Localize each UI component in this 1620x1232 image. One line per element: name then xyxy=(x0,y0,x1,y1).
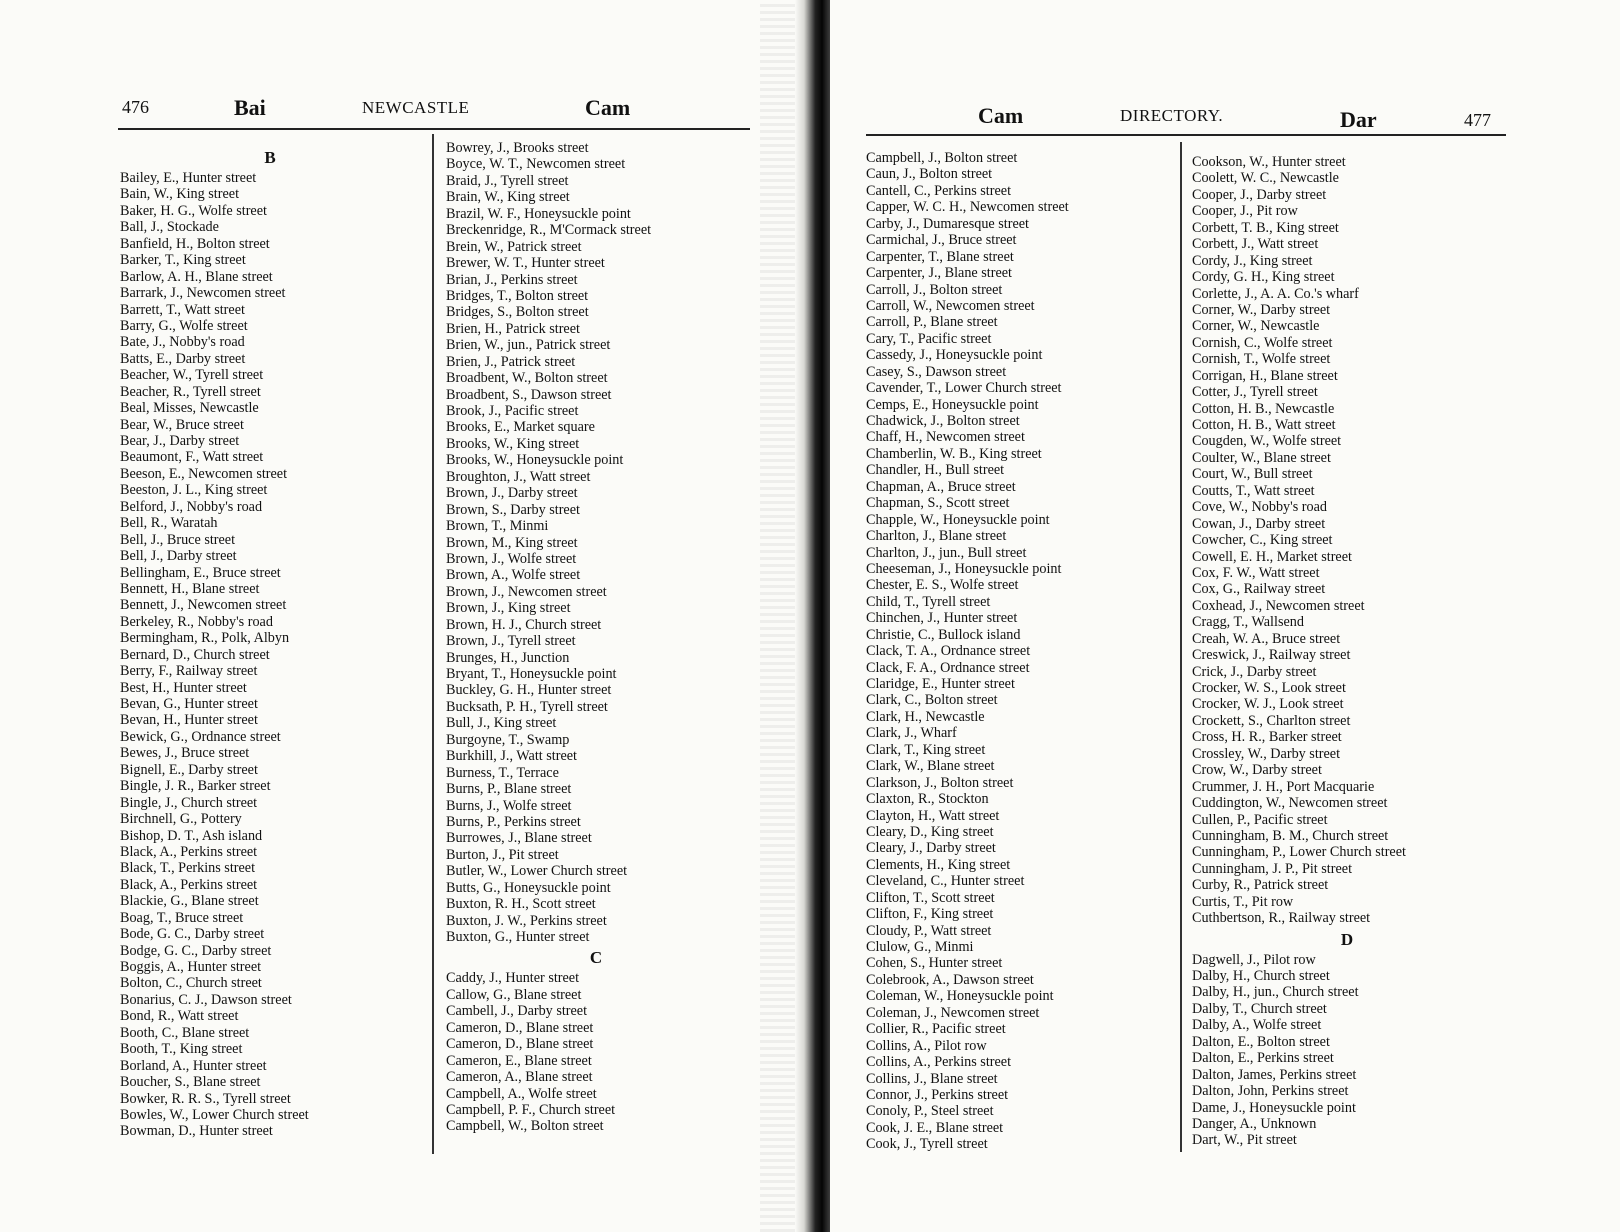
directory-entry: Clark, T., King street xyxy=(866,741,986,758)
directory-entry: Curby, R., Patrick street xyxy=(1192,877,1329,894)
column-divider xyxy=(432,134,434,1154)
directory-entry: Beacher, R., Tyrell street xyxy=(120,383,261,400)
directory-entry: Ball, J., Stockade xyxy=(120,219,219,236)
running-head: DIRECTORY. xyxy=(1120,106,1224,125)
directory-entry: Butts, G., Honeysuckle point xyxy=(446,879,611,896)
directory-entry: Cooper, J., Darby street xyxy=(1192,186,1327,203)
directory-entry: Cowcher, C., King street xyxy=(1192,532,1333,549)
directory-entry: Bennett, H., Blane street xyxy=(120,580,260,597)
directory-entry: Brown, J., King street xyxy=(446,600,571,617)
directory-entry: Beeston, J. L., King street xyxy=(120,482,268,499)
directory-entry: Carpenter, J., Blane street xyxy=(866,265,1012,282)
directory-entry: Beeson, E., Newcomen street xyxy=(120,465,288,482)
directory-entry: Clark, J., Wharf xyxy=(866,725,957,742)
directory-entry: Brown, J., Darby street xyxy=(446,485,578,502)
directory-entry: Chapman, A., Bruce street xyxy=(866,478,1016,495)
directory-entry: Brewer, W. T., Hunter street xyxy=(446,255,605,272)
directory-entry: Bevan, G., Hunter street xyxy=(120,696,258,712)
directory-entry: Dalby, A., Wolfe street xyxy=(1192,1017,1322,1034)
directory-entry: Cook, J. E., Blane street xyxy=(866,1119,1004,1136)
directory-entry: Bowrey, J., Brooks street xyxy=(446,140,589,156)
directory-entry: Barlow, A. H., Blane street xyxy=(120,268,273,285)
directory-entry: Cornish, C., Wolfe street xyxy=(1192,334,1333,351)
directory-entry: Bell, J., Bruce street xyxy=(120,531,236,548)
directory-entry: Cornish, T., Wolfe street xyxy=(1192,351,1331,368)
directory-entry: Barrett, T., Watt street xyxy=(120,301,245,318)
directory-entry: Cheeseman, J., Honeysuckle point xyxy=(866,560,1062,577)
directory-entry: Crick, J., Darby street xyxy=(1192,663,1317,680)
directory-entry: Callow, G., Blane street xyxy=(446,986,582,1003)
directory-entry: Carroll, J., Bolton street xyxy=(866,281,1003,298)
directory-entry: Chaff, H., Newcomen street xyxy=(866,429,1025,446)
directory-entry: Barrark, J., Newcomen street xyxy=(120,285,286,302)
directory-entry: Crockett, S., Charlton street xyxy=(1192,712,1351,729)
directory-entry: Cloudy, P., Watt street xyxy=(866,922,992,939)
directory-entry: Cameron, D., Blane street xyxy=(446,1019,594,1036)
directory-entry: Carby, J., Dumaresque street xyxy=(866,215,1029,232)
directory-entry: Cunningham, P., Lower Church street xyxy=(1192,844,1406,861)
directory-entry: Creah, W. A., Bruce street xyxy=(1192,630,1341,647)
directory-entry: Cary, T., Pacific street xyxy=(866,330,992,347)
directory-entry: Bridges, S., Bolton street xyxy=(446,304,589,321)
directory-entry: Brien, J., Patrick street xyxy=(446,353,576,370)
directory-entry: Barry, G., Wolfe street xyxy=(120,317,248,334)
directory-entry: Burns, J., Wolfe street xyxy=(446,797,572,814)
directory-entry: Bevan, H., Hunter street xyxy=(120,712,258,729)
directory-entry: Clark, H., Newcastle xyxy=(866,708,985,725)
directory-entry: Christie, C., Bullock island xyxy=(866,626,1021,643)
directory-entry: Banfield, H., Bolton street xyxy=(120,235,270,252)
column-divider xyxy=(1180,142,1182,1152)
directory-entry: Brown, J., Wolfe street xyxy=(446,550,577,567)
directory-entry: Brain, W., King street xyxy=(446,189,570,206)
directory-entry: Corner, W., Newcastle xyxy=(1192,318,1320,335)
directory-entry: Crow, W., Darby street xyxy=(1192,762,1322,779)
directory-entry: Brown, J., Newcomen street xyxy=(446,583,607,600)
directory-entry: Boag, T., Bruce street xyxy=(120,909,244,926)
directory-column-2 xyxy=(1192,154,1502,1149)
directory-entry: Boggis, A., Hunter street xyxy=(120,959,262,975)
directory-entry: Cullen, P., Pacific street xyxy=(1192,811,1328,828)
directory-entry: Barker, T., King street xyxy=(120,252,246,269)
directory-entry: Bingle, J. R., Barker street xyxy=(120,778,271,795)
directory-entry: Bailey, E., Hunter street xyxy=(120,170,257,186)
directory-entry: Child, T., Tyrell street xyxy=(866,593,991,610)
directory-entry: Collins, J., Blane street xyxy=(866,1070,998,1087)
directory-entry: Dart, W., Pit street xyxy=(1192,1132,1297,1149)
directory-entry: Best, H., Hunter street xyxy=(120,679,247,696)
directory-entry: Carroll, P., Blane street xyxy=(866,314,998,331)
directory-entry: Cameron, A., Blane street xyxy=(446,1069,593,1086)
directory-entry: Bewick, G., Ordnance street xyxy=(120,728,281,745)
directory-entry: Burness, T., Terrace xyxy=(446,764,559,781)
directory-entry: Black, T., Perkins street xyxy=(120,860,256,877)
left-page xyxy=(0,0,800,1232)
directory-entry: Cunningham, B. M., Church street xyxy=(1192,827,1389,844)
directory-entry: Cleveland, C., Hunter street xyxy=(866,873,1025,890)
directory-entry: Bear, J., Darby street xyxy=(120,433,240,449)
directory-entry: Clements, H., King street xyxy=(866,856,1011,873)
directory-entry: Clulow, G., Minmi xyxy=(866,939,974,955)
directory-entry: Broadbent, W., Bolton street xyxy=(446,370,608,387)
directory-entry: Dalby, H., Church street xyxy=(1192,968,1330,984)
directory-entry: Black, A., Perkins street xyxy=(120,843,258,860)
directory-entry: Baker, H. G., Wolfe street xyxy=(120,202,267,219)
directory-entry: Broadbent, S., Dawson street xyxy=(446,386,612,403)
directory-entry: Brein, W., Patrick street xyxy=(446,238,582,255)
directory-entry: Bridges, T., Bolton street xyxy=(446,287,589,304)
directory-entry: Caun, J., Bolton street xyxy=(866,166,993,183)
directory-entry: Corlette, J., A. A. Co.'s wharf xyxy=(1192,285,1359,302)
directory-entry: Brien, W., jun., Patrick street xyxy=(446,337,611,354)
directory-entry: Bowman, D., Hunter street xyxy=(120,1123,273,1140)
directory-entry: Beacher, W., Tyrell street xyxy=(120,367,264,384)
directory-entry: Cambell, J., Darby street xyxy=(446,1003,588,1020)
directory-entry: Bermingham, R., Polk, Albyn xyxy=(120,630,290,647)
directory-entry: Bingle, J., Church street xyxy=(120,794,258,811)
directory-entry: Carmichal, J., Bruce street xyxy=(866,232,1017,249)
directory-entry: Brooks, E., Market square xyxy=(446,419,595,436)
directory-entry: Buckley, G. H., Hunter street xyxy=(446,682,612,699)
catchword-right: Cam xyxy=(585,95,631,120)
directory-entry: Creswick, J., Railway street xyxy=(1192,647,1351,664)
directory-entry: Dame, J., Honeysuckle point xyxy=(1192,1099,1356,1116)
directory-entry: Bonarius, C. J., Dawson street xyxy=(120,991,292,1008)
directory-entry: Corbett, T. B., King street xyxy=(1192,219,1339,236)
directory-entry: Berkeley, R., Nobby's road xyxy=(120,613,273,630)
directory-entry: Buxton, G., Hunter street xyxy=(446,929,590,945)
directory-entry: Dalby, T., Church street xyxy=(1192,1000,1327,1017)
directory-entry: Butler, W., Lower Church street xyxy=(446,863,628,880)
directory-entry: Claxton, R., Stockton xyxy=(866,791,989,808)
directory-entry: Bain, W., King street xyxy=(120,186,240,203)
directory-entry: Bewes, J., Bruce street xyxy=(120,745,250,762)
directory-entry: Cox, G., Railway street xyxy=(1192,581,1326,598)
directory-column-1 xyxy=(866,150,1176,1153)
directory-entry: Cordy, J., King street xyxy=(1192,252,1313,269)
directory-entry: Beal, Misses, Newcastle xyxy=(120,400,259,417)
directory-entry: Brian, J., Perkins street xyxy=(446,271,578,288)
directory-entry: Coleman, J., Newcomen street xyxy=(866,1004,1040,1021)
directory-entry: Bond, R., Watt street xyxy=(120,1008,239,1025)
directory-entry: Brien, H., Patrick street xyxy=(446,320,580,337)
directory-entry: Cook, J., Tyrell street xyxy=(866,1136,988,1153)
directory-entry: Collier, R., Pacific street xyxy=(866,1021,1006,1038)
directory-entry: Bode, G. C., Darby street xyxy=(120,926,265,943)
directory-entry: Chadwick, J., Bolton street xyxy=(866,413,1020,429)
directory-entry: Capper, W. C. H., Newcomen street xyxy=(866,199,1069,216)
directory-entry: Bernard, D., Church street xyxy=(120,646,270,663)
directory-entry: Bell, R., Waratah xyxy=(120,515,218,532)
header-rule xyxy=(118,128,750,130)
directory-column-2 xyxy=(446,140,746,1135)
directory-entry: Cleary, D., King street xyxy=(866,823,994,840)
directory-entry: Claridge, E., Hunter street xyxy=(866,676,1015,692)
directory-entry: Dalton, John, Perkins street xyxy=(1192,1083,1349,1100)
directory-entry: Crossley, W., Darby street xyxy=(1192,745,1341,762)
directory-entry: Dalton, E., Perkins street xyxy=(1192,1050,1334,1067)
directory-entry: Coxhead, J., Newcomen street xyxy=(1192,597,1365,614)
directory-entry: Clarkson, J., Bolton street xyxy=(866,774,1014,791)
directory-entry: Brown, H. J., Church street xyxy=(446,616,602,633)
directory-entry: Carpenter, T., Blane street xyxy=(866,248,1014,265)
directory-entry: Crocker, W. J., Look street xyxy=(1192,696,1344,713)
directory-entry: Clark, W., Blane street xyxy=(866,758,995,775)
directory-entry: Clayton, H., Watt street xyxy=(866,807,1000,824)
directory-entry: Brook, J., Pacific street xyxy=(446,403,579,419)
directory-entry: Brown, J., Tyrell street xyxy=(446,633,576,650)
directory-entry: Brown, M., King street xyxy=(446,534,578,551)
directory-entry: Brooks, W., King street xyxy=(446,435,580,452)
directory-entry: Cohen, S., Hunter street xyxy=(866,955,1003,972)
directory-entry: Brown, S., Darby street xyxy=(446,501,580,518)
directory-entry: Buxton, J. W., Perkins street xyxy=(446,912,607,929)
directory-entry: Cooper, J., Pit row xyxy=(1192,203,1298,220)
directory-entry: Bellingham, E., Bruce street xyxy=(120,564,281,581)
catchword-left: Cam xyxy=(978,103,1024,128)
directory-entry: Braid, J., Tyrell street xyxy=(446,172,569,189)
directory-entry: Coolett, W. C., Newcastle xyxy=(1192,170,1339,187)
directory-entry: Cotton, H. B., Watt street xyxy=(1192,417,1336,433)
directory-entry: Beaumont, F., Watt street xyxy=(120,449,264,466)
directory-entry: Cowan, J., Darby street xyxy=(1192,515,1326,532)
directory-entry: Burns, P., Blane street xyxy=(446,781,572,798)
directory-entry: Chapman, S., Scott street xyxy=(866,495,1010,512)
directory-entry: Campbell, J., Bolton street xyxy=(866,150,1018,166)
directory-entry: Cameron, D., Blane street xyxy=(446,1036,594,1053)
directory-entry: Broughton, J., Watt street xyxy=(446,468,591,485)
directory-entry: Bear, W., Bruce street xyxy=(120,416,244,433)
page-number: 477 xyxy=(1464,110,1491,130)
running-head: NEWCASTLE xyxy=(362,98,470,117)
directory-entry: Cavender, T., Lower Church street xyxy=(866,380,1062,397)
catchword-left: Bai xyxy=(234,95,266,120)
directory-entry: Crummer, J. H., Port Macquarie xyxy=(1192,778,1375,795)
directory-entry: Caddy, J., Hunter street xyxy=(446,970,580,987)
directory-entry: Cove, W., Nobby's road xyxy=(1192,499,1327,516)
directory-entry: Dalton, E., Bolton street xyxy=(1192,1033,1330,1050)
directory-entry: Corner, W., Darby street xyxy=(1192,301,1331,318)
directory-entry: Brown, A., Wolfe street xyxy=(446,567,581,584)
directory-entry: Bowles, W., Lower Church street xyxy=(120,1106,309,1123)
directory-entry: Bell, J., Darby street xyxy=(120,548,237,565)
directory-entry: Bennett, J., Newcomen street xyxy=(120,597,287,614)
directory-entry: Dagwell, J., Pilot row xyxy=(1192,951,1316,968)
directory-entry: Buxton, R. H., Scott street xyxy=(446,896,596,913)
right-page xyxy=(830,0,1620,1232)
catchword-right: Dar xyxy=(1340,107,1377,132)
directory-entry: Burgoyne, T., Swamp xyxy=(446,731,570,748)
directory-entry: Brooks, W., Honeysuckle point xyxy=(446,452,624,469)
directory-entry: Coulter, W., Blane street xyxy=(1192,449,1331,466)
directory-entry: Burkhill, J., Watt street xyxy=(446,748,577,765)
directory-entry: Cunningham, J. P., Pit street xyxy=(1192,860,1353,877)
directory-entry: Campbell, P. F., Church street xyxy=(446,1101,616,1118)
directory-entry: Charlton, J., Blane street xyxy=(866,528,1007,545)
directory-entry: Cordy, G. H., King street xyxy=(1192,269,1335,286)
directory-entry: Borland, A., Hunter street xyxy=(120,1057,267,1074)
directory-entry: Cougden, W., Wolfe street xyxy=(1192,433,1342,450)
directory-entry: Court, W., Bull street xyxy=(1192,466,1313,483)
gutter-shadow xyxy=(760,0,800,1232)
directory-entry: Cuddington, W., Newcomen street xyxy=(1192,795,1388,812)
directory-entry: Breckenridge, R., M'Cormack street xyxy=(446,222,652,239)
directory-entry: Bignell, E., Darby street xyxy=(120,761,258,778)
directory-entry: Cuthbertson, R., Railway street xyxy=(1192,910,1371,927)
directory-entry: Dalby, H., jun., Church street xyxy=(1192,984,1359,1001)
directory-entry: Cemps, E., Honeysuckle point xyxy=(866,396,1039,413)
directory-entry: Cox, F. W., Watt street xyxy=(1192,564,1320,581)
directory-entry: Cotton, H. B., Newcastle xyxy=(1192,400,1335,417)
directory-entry: Connor, J., Perkins street xyxy=(866,1086,1009,1103)
directory-entry: Collins, A., Perkins street xyxy=(866,1054,1012,1071)
directory-entry: Clark, C., Bolton street xyxy=(866,692,998,709)
directory-entry: Cowell, E. H., Market street xyxy=(1192,548,1352,565)
directory-entry: Black, A., Perkins street xyxy=(120,876,258,893)
directory-entry: Brunges, H., Junction xyxy=(446,649,570,666)
directory-entry: Dalton, James, Perkins street xyxy=(1192,1066,1357,1083)
directory-entry: Cookson, W., Hunter street xyxy=(1192,154,1346,170)
directory-entry: Boucher, S., Blane street xyxy=(120,1074,261,1091)
directory-entry: Bull, J., King street xyxy=(446,715,557,732)
directory-entry: Cross, H. R., Barker street xyxy=(1192,729,1342,746)
directory-entry: Carroll, W., Newcomen street xyxy=(866,297,1035,314)
section-letter: B xyxy=(264,148,276,167)
directory-entry: Cameron, E., Blane street xyxy=(446,1052,592,1069)
directory-entry: Birchnell, G., Pottery xyxy=(120,811,242,828)
directory-entry: Cassedy, J., Honeysuckle point xyxy=(866,347,1043,364)
directory-entry: Boyce, W. T., Newcomen street xyxy=(446,156,626,173)
directory-entry: Coutts, T., Watt street xyxy=(1192,482,1315,499)
directory-entry: Belford, J., Nobby's road xyxy=(120,498,263,515)
header-rule xyxy=(866,134,1506,136)
directory-column-1 xyxy=(120,145,420,1140)
directory-entry: Chamberlin, W. B., King street xyxy=(866,445,1042,462)
directory-entry: Booth, T., King street xyxy=(120,1041,243,1058)
directory-entry: Collins, A., Pilot row xyxy=(866,1037,987,1054)
directory-entry: Clifton, T., Scott street xyxy=(866,889,995,906)
directory-entry: Bate, J., Nobby's road xyxy=(120,334,245,351)
section-letter: D xyxy=(1340,929,1354,949)
directory-entry: Booth, C., Blane street xyxy=(120,1024,250,1041)
directory-entry: Burns, P., Perkins street xyxy=(446,813,581,830)
directory-entry: Cleary, J., Darby street xyxy=(866,840,996,857)
directory-entry: Burrowes, J., Blane street xyxy=(446,830,592,847)
directory-entry: Conoly, P., Steel street xyxy=(866,1103,994,1120)
directory-entry: Chapple, W., Honeysuckle point xyxy=(866,511,1050,528)
section-letter: C xyxy=(589,948,603,968)
directory-entry: Bishop, D. T., Ash island xyxy=(120,827,263,844)
directory-entry: Cotter, J., Tyrell street xyxy=(1192,384,1318,401)
directory-entry: Bryant, T., Honeysuckle point xyxy=(446,666,617,682)
directory-entry: Cragg, T., Wallsend xyxy=(1192,614,1304,631)
directory-entry: Curtis, T., Pit row xyxy=(1192,893,1294,910)
directory-entry: Corrigan, H., Blane street xyxy=(1192,367,1338,384)
directory-entry: Casey, S., Dawson street xyxy=(866,363,1007,380)
directory-entry: Blackie, G., Blane street xyxy=(120,893,259,910)
directory-entry: Charlton, J., jun., Bull street xyxy=(866,544,1027,561)
directory-entry: Chandler, H., Bull street xyxy=(866,462,1005,479)
directory-entry: Bolton, C., Church street xyxy=(120,975,262,992)
directory-entry: Coleman, W., Honeysuckle point xyxy=(866,988,1054,1005)
directory-entry: Cantell, C., Perkins street xyxy=(866,182,1012,199)
directory-entry: Bowker, R. R. S., Tyrell street xyxy=(120,1090,291,1107)
page-number: 476 xyxy=(122,97,149,117)
directory-entry: Campbell, A., Wolfe street xyxy=(446,1085,597,1102)
directory-entry: Clack, T. A., Ordnance street xyxy=(866,643,1031,660)
directory-entry: Campbell, W., Bolton street xyxy=(446,1118,604,1135)
directory-entry: Crocker, W. S., Look street xyxy=(1192,680,1346,696)
directory-entry: Chester, E. S., Wolfe street xyxy=(866,577,1019,594)
directory-entry: Berry, F., Railway street xyxy=(120,663,258,680)
directory-entry: Danger, A., Unknown xyxy=(1192,1115,1317,1132)
directory-entry: Clack, F. A., Ordnance street xyxy=(866,659,1030,676)
directory-entry: Clifton, F., King street xyxy=(866,906,994,923)
directory-entry: Bodge, G. C., Darby street xyxy=(120,942,272,959)
directory-entry: Burton, J., Pit street xyxy=(446,846,559,863)
directory-entry: Colebrook, A., Dawson street xyxy=(866,971,1034,988)
directory-entry: Corbett, J., Watt street xyxy=(1192,236,1319,253)
directory-entry: Brazil, W. F., Honeysuckle point xyxy=(446,205,631,222)
directory-entry: Brown, T., Minmi xyxy=(446,518,549,535)
directory-entry: Batts, E., Darby street xyxy=(120,350,246,367)
directory-entry: Chinchen, J., Hunter street xyxy=(866,610,1018,627)
directory-entry: Bucksath, P. H., Tyrell street xyxy=(446,698,608,715)
